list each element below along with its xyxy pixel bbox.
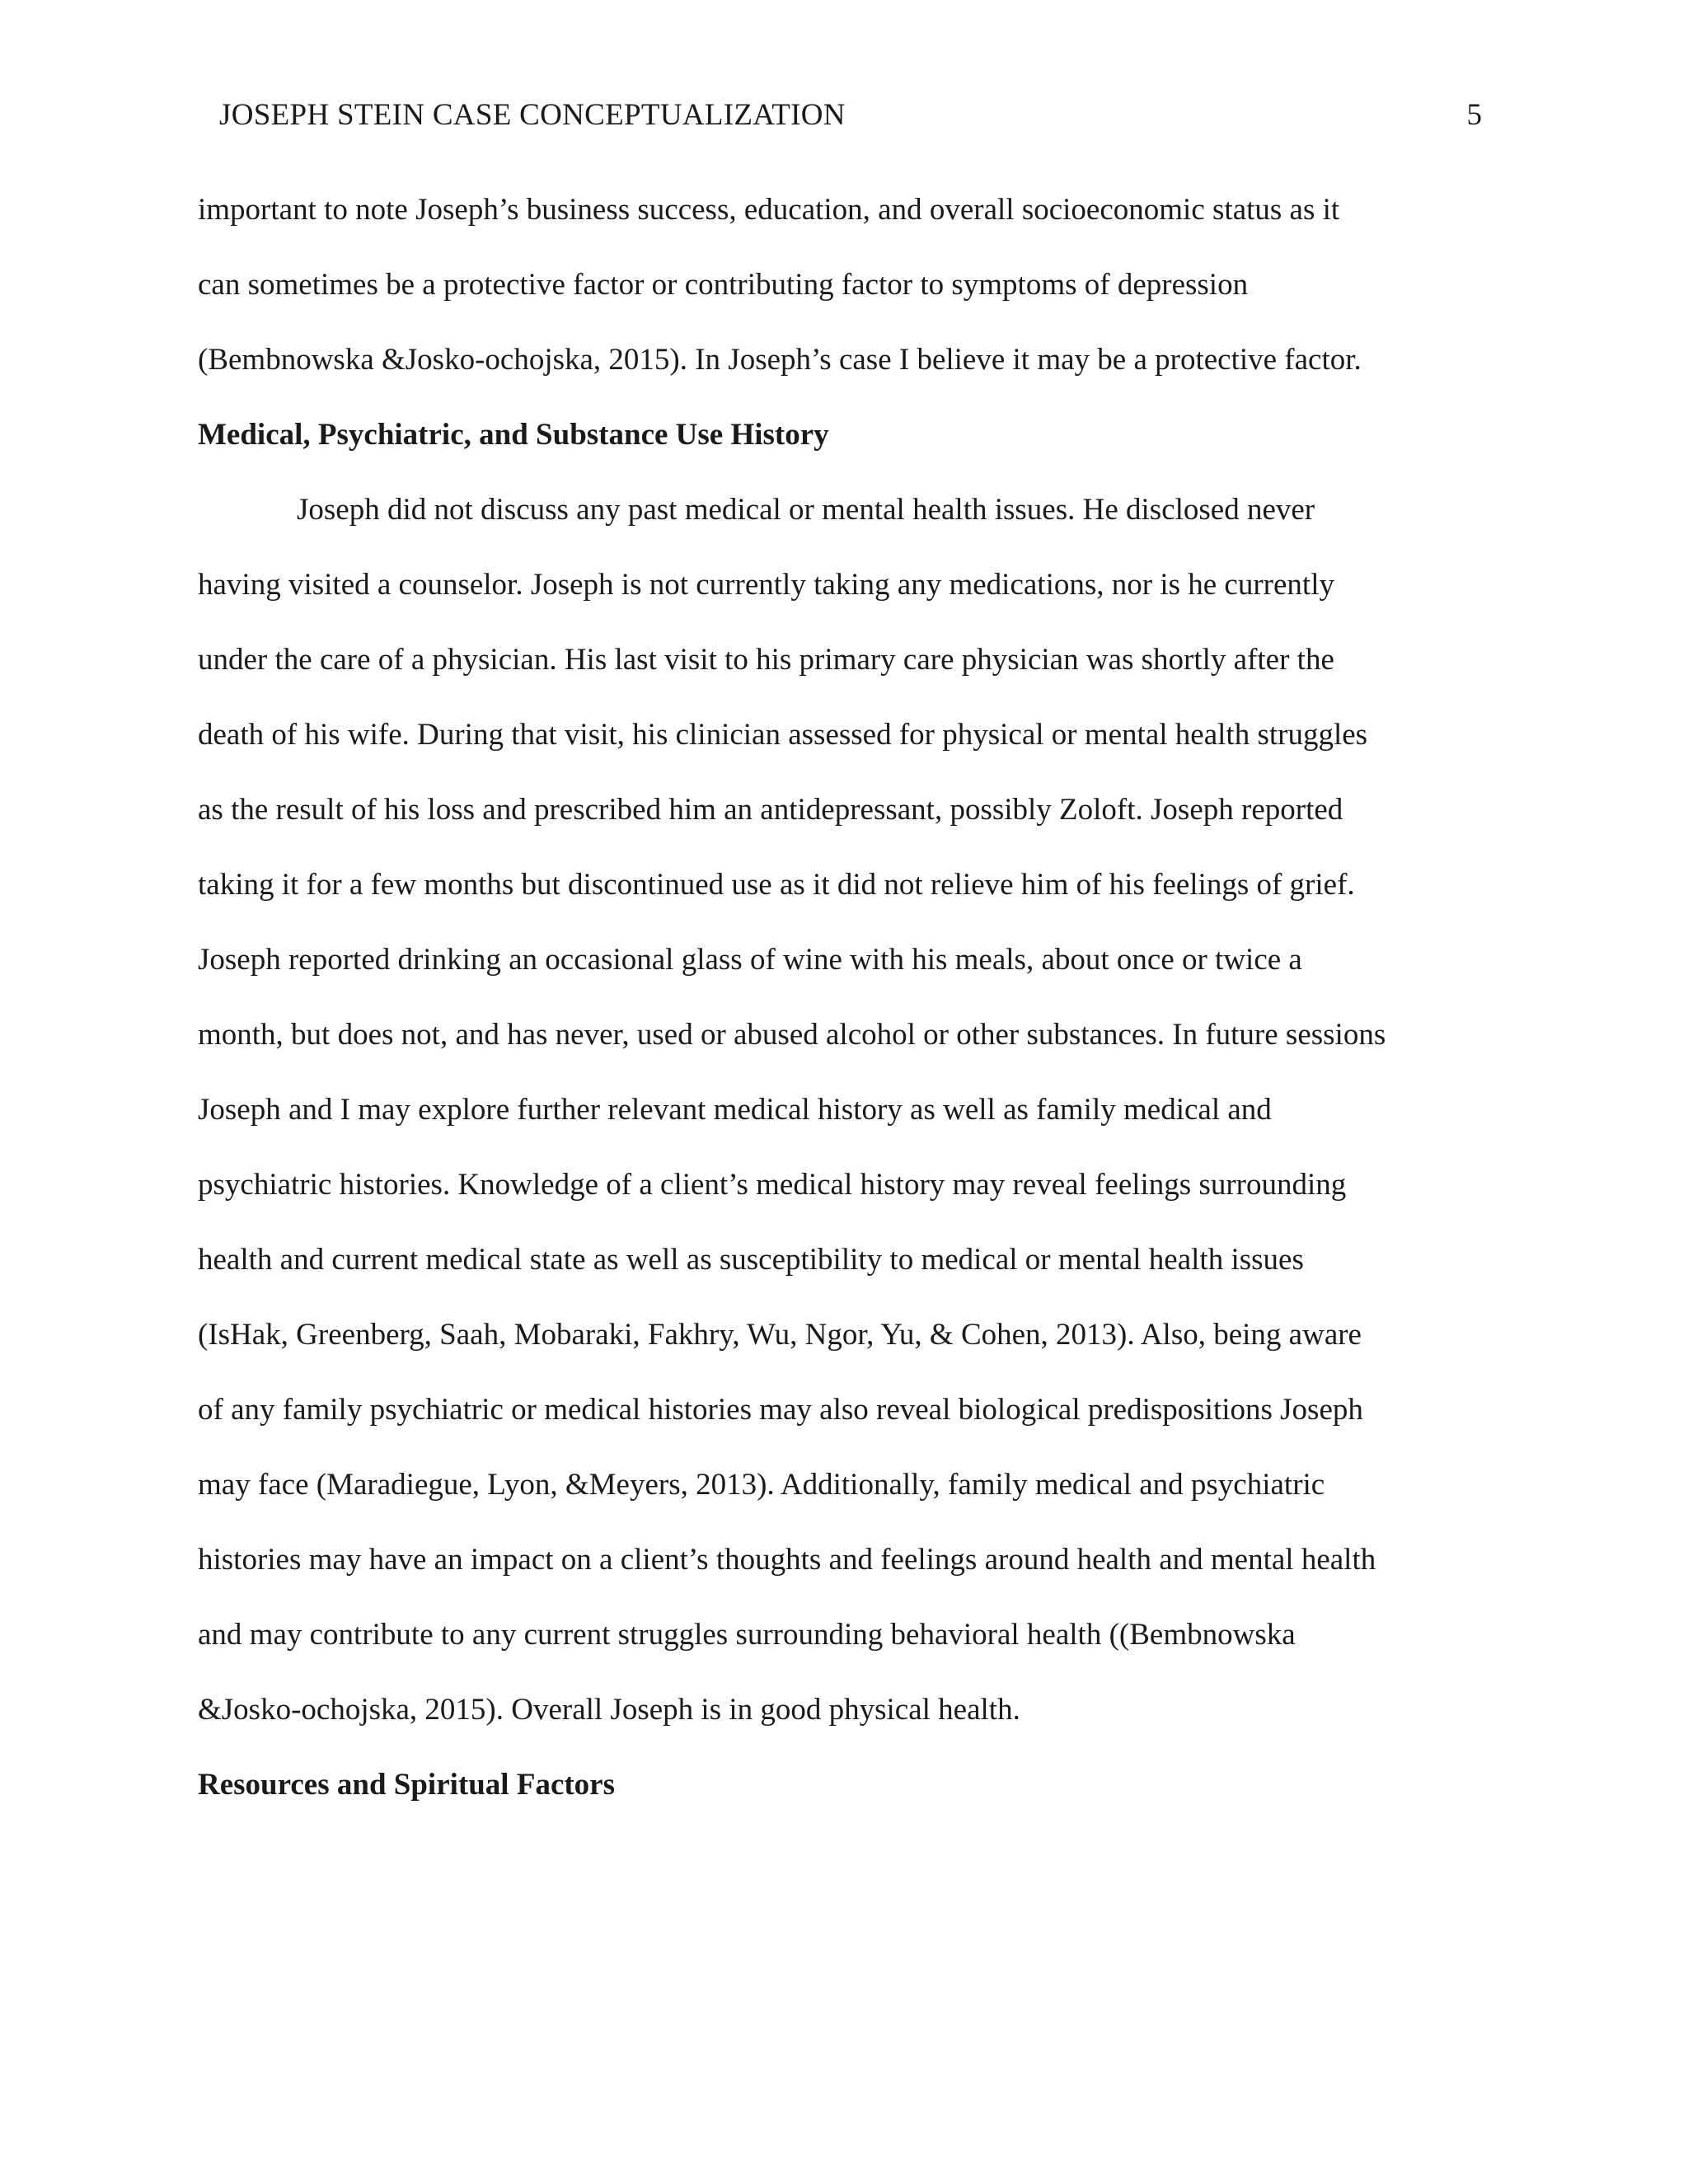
body-line: under the care of a physician. His last visit to his primary care physician was shortly after the (198, 643, 1334, 677)
body-line: histories may have an impact on a client’s thoughts and feelings around health and mental health (198, 1543, 1376, 1577)
body-line: may face (Maradiegue, Lyon, &Meyers, 2013). Additionally, family medical and psychiatric (198, 1468, 1325, 1502)
body-line: month, but does not, and has never, used or abused alcohol or other substances. In future sessions (198, 1018, 1386, 1052)
section-heading-medical-history: Medical, Psychiatric, and Substance Use History (198, 418, 829, 452)
body-line: (IsHak, Greenberg, Saah, Mobaraki, Fakhry, Wu, Ngor, Yu, & Cohen, 2013). Also, being aware (198, 1318, 1362, 1352)
body-line: Joseph and I may explore further relevant medical history as well as family medical and (198, 1093, 1272, 1127)
body-line: Joseph did not discuss any past medical or mental health issues. He disclosed never (297, 493, 1315, 527)
body-line: can sometimes be a protective factor or contributing factor to symptoms of depression (198, 268, 1249, 302)
body-line: death of his wife. During that visit, his clinician assessed for physical or mental health struggles (198, 718, 1368, 752)
body-line: Joseph reported drinking an occasional glass of wine with his meals, about once or twice a (198, 943, 1302, 977)
body-line: and may contribute to any current struggles surrounding behavioral health ((Bembnowska (198, 1618, 1296, 1652)
section-heading-resources: Resources and Spiritual Factors (198, 1768, 616, 1802)
body-line: important to note Joseph’s business success, education, and overall socioeconomic status as it (198, 193, 1340, 227)
body-line: as the result of his loss and prescribed him an antidepressant, possibly Zoloft. Joseph reported (198, 793, 1343, 827)
running-head: JOSEPH STEIN CASE CONCEPTUALIZATION (219, 98, 846, 132)
body-line: psychiatric histories. Knowledge of a client’s medical history may reveal feelings surrounding (198, 1168, 1347, 1202)
body-line: (Bembnowska &Josko-ochojska, 2015). In Joseph’s case I believe it may be a protective factor. (198, 343, 1362, 377)
page-number: 5 (1466, 98, 1482, 132)
body-line: of any family psychiatric or medical histories may also reveal biological predispositions Joseph (198, 1393, 1363, 1427)
body-line: &Josko-ochojska, 2015). Overall Joseph is in good physical health. (198, 1693, 1020, 1727)
body-line: having visited a counselor. Joseph is not currently taking any medications, nor is he currently (198, 568, 1334, 602)
body-line: taking it for a few months but discontinued use as it did not relieve him of his feelings of grief. (198, 868, 1355, 902)
body-line: health and current medical state as well as susceptibility to medical or mental health issues (198, 1243, 1304, 1277)
